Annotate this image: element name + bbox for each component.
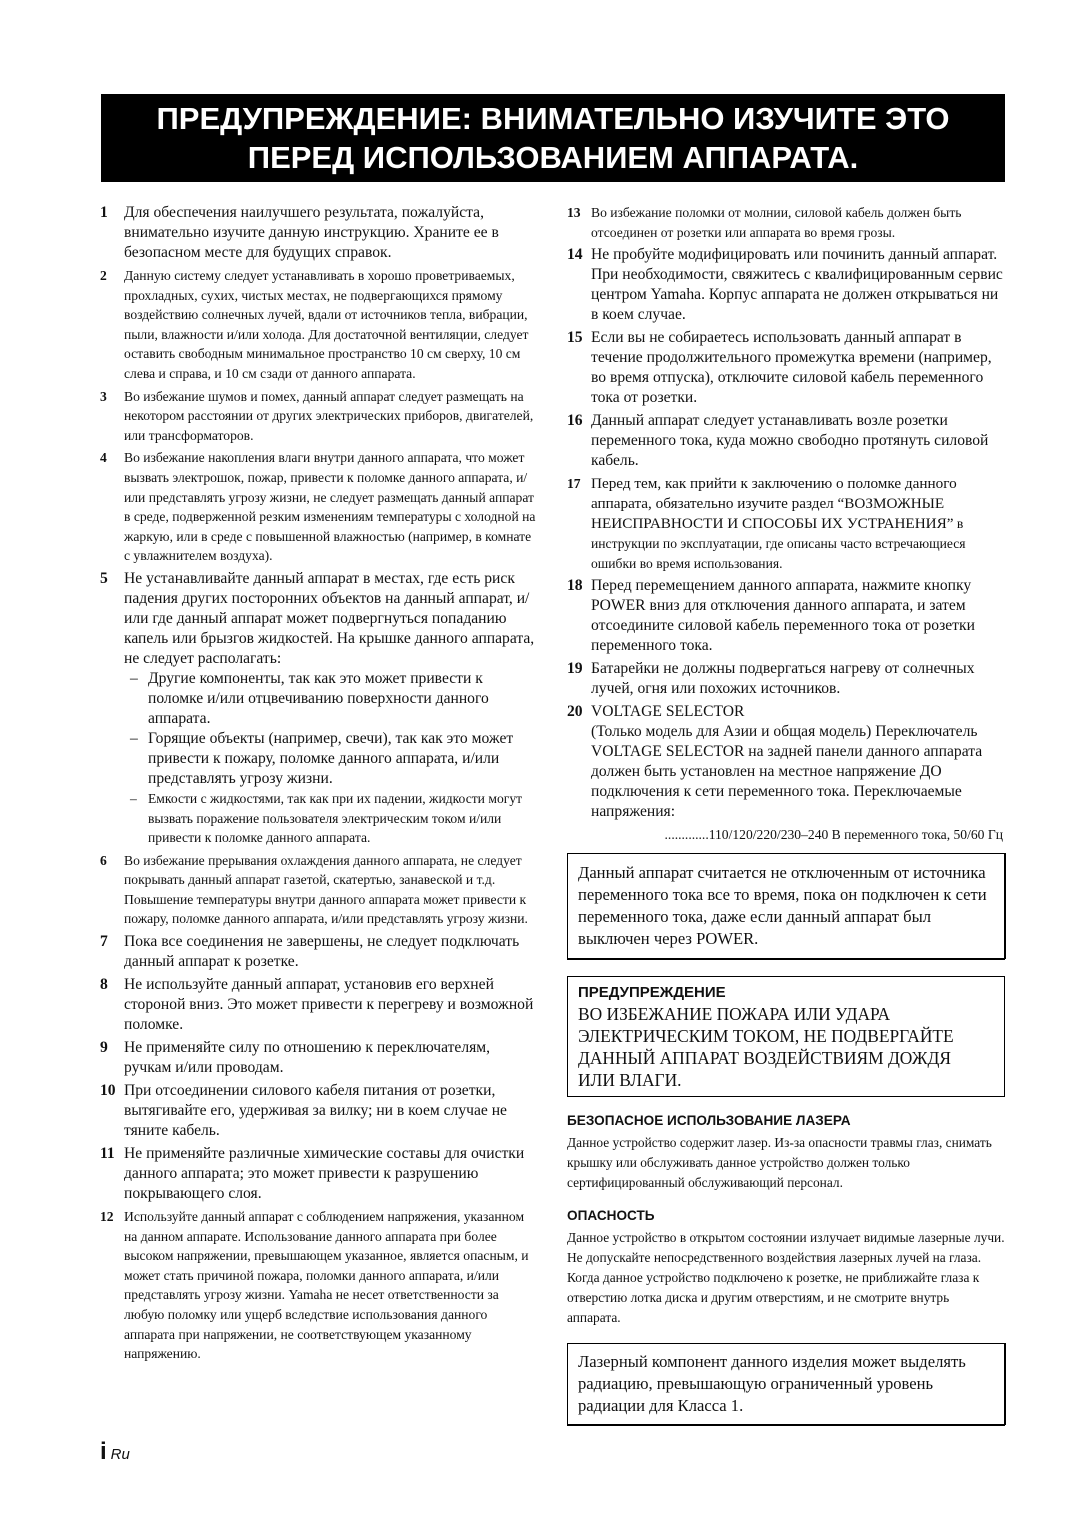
list-item bbox=[100, 266, 536, 384]
item-number: 13 bbox=[567, 205, 581, 220]
item-number: 2 bbox=[100, 268, 107, 283]
laser-heading: БЕЗОПАСНОЕ ИСПОЛЬЗОВАНИЕ ЛАЗЕРА bbox=[567, 1112, 851, 1128]
item-text: Не пробуйте модифицировать или починить данный аппарат. При необходимости, свяжитесь с квалифицированным сервис центром Yamaha. Корпус аппарата не должен открываться ни в коем случае. bbox=[591, 246, 1003, 324]
list-item bbox=[567, 702, 1005, 822]
item-number: 5 bbox=[100, 569, 108, 587]
radiation-box: Лазерный компонент данного изделия может выделять радиацию, превышающую ограниченный уровень радиации для Класса 1. bbox=[567, 1343, 1005, 1425]
list-item bbox=[100, 387, 536, 446]
language-label: Ru bbox=[110, 1446, 130, 1463]
item-text: Не применяйте различные химические составы для очистки данного аппарата; это может привести к разрушению покрывающего слоя. bbox=[124, 1145, 525, 1203]
item-text: Данный аппарат следует устанавливать возле розетки переменного тока, куда можно свободно протянуть силовой кабель. bbox=[591, 412, 989, 470]
item-number: 12 bbox=[100, 1209, 114, 1225]
item-text: Не используйте данный аппарат, установив его верхней стороной вниз. Это может привести к перегреву и возможной поломке. bbox=[124, 976, 534, 1034]
left-column bbox=[100, 203, 536, 1367]
dash-marker: – bbox=[130, 790, 137, 806]
item-text: Пока все соединения не завершены, не следует подключать данный аппарат к розетке. bbox=[124, 933, 520, 971]
list-item bbox=[100, 448, 536, 566]
list-item bbox=[567, 328, 1005, 408]
item-number: 6 bbox=[100, 852, 107, 868]
dash-marker: – bbox=[130, 729, 138, 747]
list-item bbox=[100, 851, 536, 929]
list-item bbox=[567, 245, 1005, 325]
banner-line-1: ПРЕДУПРЕЖДЕНИЕ: ВНИМАТЕЛЬНО ИЗУЧИТЕ ЭТО bbox=[156, 101, 950, 136]
banner-line-2: ПЕРЕД ИСПОЛЬЗОВАНИЕМ АППАРАТА. bbox=[247, 140, 859, 175]
item-number: 3 bbox=[100, 388, 107, 404]
list-item bbox=[100, 975, 536, 1035]
sub-item bbox=[124, 789, 536, 848]
item-text: При отсоединении силового кабеля питания от розетки, вытягивайте его, удерживая за вилку; ни в коем случае не тяните кабель. bbox=[124, 1082, 507, 1140]
list-item bbox=[100, 203, 536, 263]
item-number: 4 bbox=[100, 450, 107, 466]
item-number: 10 bbox=[100, 1082, 116, 1100]
item-text: Во избежание прерывания охлаждения данного аппарата, не следует покрывать данный аппарат газетой, скатертью, занавеской и т.д. Повышение температуры внутри данного аппарата может привести к пожару, поломке данного аппарата, и/или представлять угрозу жизни. bbox=[124, 852, 528, 927]
item-number: 1 bbox=[100, 204, 108, 221]
sub-item-text: Горящие объекты (например, свечи), так как это может привести к пожару, поломке данного аппарата, и/или представлять угрозу жизни. bbox=[148, 729, 514, 787]
laser-body: Данное устройство содержит лазер. Из-за опасности травмы глаз, снимать крышку или обслуживать данное устройство должен только сертифицированный обслуживающий персонал. bbox=[567, 1134, 992, 1190]
danger-heading: ОПАСНОСТЬ bbox=[567, 1208, 655, 1224]
item-text: Используйте данный аппарат с соблюдением напряжения, указанном на данном аппарате. Использование данного аппарата при более высоком напряжении, превышающем указанное, является опасным, и может стать причиной пожара, поломки данного аппарата, и/или представлять угрозу жизни. Yamaha не несет ответственности за любую поломку или ущерб вследствие использования данного аппарата при напряжении, не соответствующем указанному напряжению. bbox=[124, 1209, 529, 1362]
item-text: Не устанавливайте данный аппарат в местах, где есть риск падения других посторонних объектов на данный аппарат, и/или где данный аппарат может подвергнуться попаданию капель или брызгов жидкостей. На крышке данного аппарата, не следует располагать: bbox=[124, 569, 535, 667]
item-text: Данную систему следует устанавливать в хорошо проветриваемых, прохладных, сухих, чистых местах, не подвергающихся прямому воздействию солнечных лучей, вдали от источников тепла, вибрации, пыли, влажности и/или холода. Для достаточной вентиляции, следует оставить свободным минимальное пространство 10 см сверху, 10 см слева и справа, и 10 см сзади от данного аппарата. bbox=[124, 268, 529, 381]
sub-item-text: Емкости с жидкостями, так как при их падении, жидкости могут вызвать поражение пользователя электрическим током и/или привести к поломке данного аппарата. bbox=[148, 790, 523, 846]
warning-banner bbox=[101, 94, 1005, 182]
warning-body: ВО ИЗБЕЖАНИЕ ПОЖАРА ИЛИ УДАРА ЭЛЕКТРИЧЕСКИМ ТОКОМ, НЕ ПОДВЕРГАЙТЕ ДАННЫЙ АППАРАТ ВОЗДЕЙСТВИЯМ ДОЖДЯ ИЛИ ВЛАГИ. bbox=[578, 1003, 954, 1090]
warning-box bbox=[567, 976, 1005, 1097]
power-notice-box: Данный аппарат считается не отключенным от источника переменного тока все то время, пока он подключен к сети переменного тока, даже если данный аппарат был выключен через POWER. bbox=[567, 853, 1005, 959]
item-number: 9 bbox=[100, 1039, 108, 1057]
dash-marker: – bbox=[130, 669, 138, 687]
item-number: 11 bbox=[100, 1145, 115, 1163]
sub-item-text: Другие компоненты, так как это может привести к поломке и/или отцвечиванию поверхности данного аппарата. bbox=[148, 669, 489, 727]
item-text: Если вы не собираетесь использовать данный аппарат в течение продолжительного промежутка времени (например, во время отпуска), отключите силовой кабель переменного тока от розетки. bbox=[591, 329, 992, 407]
list-item bbox=[100, 1144, 536, 1204]
item-text: Во избежание накопления влаги внутри данного аппарата, что может вызвать электрошок, пожар, привести к поломке данного аппарата, и/или представлять угрозу жизни, не следует размещать данный аппарат в среде, подверженной резким изменениям температуры с холодной на жаркую, или в среде с повышенной влажностью (например, в комнате с увлажнителем воздуха). bbox=[124, 450, 536, 564]
item-text: Перед перемещением данного аппарата, нажмите кнопку POWER вниз для отключения данного аппарата, и затем отсоедините силовой кабель переменного тока от розетки переменного тока. bbox=[591, 577, 975, 655]
right-column bbox=[567, 203, 1005, 1425]
list-item bbox=[100, 1038, 536, 1078]
item-number: 18 bbox=[567, 577, 583, 595]
item-text: Батарейки не должны подвергаться нагреву от солнечных лучей, огня или похожих источников. bbox=[591, 660, 975, 698]
list-item bbox=[100, 1081, 536, 1141]
item-text: Во избежание поломки от молнии, силовой кабель должен быть отсоединен от розетки или аппарата во время грозы. bbox=[591, 205, 962, 240]
item-number: 17 bbox=[567, 476, 581, 492]
item-text: Перед тем, как прийти к заключению о поломке данного аппарата, обязательно изучите раздел “ВОЗМОЖНЫЕ НЕИСПРАВНОСТИ И СПОСОБЫ ИХ УСТРАНЕНИЯ” bbox=[591, 475, 957, 533]
list-item bbox=[567, 411, 1005, 471]
voltage-range: .............110/120/220/230–240 В переменного тока, 50/60 Гц bbox=[664, 827, 1003, 843]
item-text-continued: в инструкции по эксплуатации, где описаны часто встречающиеся ошибки во время использования. bbox=[591, 516, 966, 571]
item-number: 8 bbox=[100, 976, 108, 994]
item-number: 15 bbox=[567, 329, 583, 347]
item-number: 20 bbox=[567, 703, 583, 721]
item-title: VOLTAGE SELECTOR bbox=[591, 703, 745, 721]
item-text: Не применяйте силу по отношению к переключателям, ручкам и/или проводам. bbox=[124, 1039, 491, 1077]
list-item bbox=[567, 203, 1005, 242]
warning-heading: ПРЕДУПРЕЖДЕНИЕ bbox=[578, 983, 726, 1001]
item-text: Для обеспечения наилучшего результата, пожалуйста, внимательно изучите данную инструкцию. Храните ее в безопасном месте для будущих справок. bbox=[124, 204, 499, 261]
list-item bbox=[100, 932, 536, 972]
page-footer bbox=[100, 1438, 130, 1466]
item-number: 7 bbox=[100, 933, 108, 951]
sub-item bbox=[124, 669, 536, 729]
list-item bbox=[567, 576, 1005, 656]
list-item bbox=[567, 659, 1005, 699]
sub-item bbox=[124, 729, 536, 789]
page-number: i bbox=[100, 1438, 107, 1465]
item-text: (Только модель для Азии и общая модель) Переключатель VOLTAGE SELECTOR на задней панели данного аппарата должен быть установлен на местное напряжение ДО подключения к сети переменного тока. Переключаемые напряжения: bbox=[591, 723, 983, 821]
item-number: 19 bbox=[567, 660, 583, 678]
item-number: 16 bbox=[567, 412, 583, 430]
item-text: Во избежание шумов и помех, данный аппарат следует размещать на некотором расстоянии от других электрических приборов, двигателей, или трансформаторов. bbox=[124, 388, 534, 443]
list-item bbox=[100, 1207, 536, 1364]
list-item bbox=[567, 474, 1005, 573]
danger-body: Данное устройство в открытом состоянии излучает видимые лазерные лучи. Не допускайте непосредственного воздействия лазерных лучей на глаза. Когда данное устройство подключено к розетке, не приближайте глаза к отверстию лотка диска и другим отверстиям, и не смотрите внутрь аппарата. bbox=[567, 1230, 1005, 1325]
item-number: 14 bbox=[567, 246, 583, 264]
list-item bbox=[100, 569, 536, 848]
